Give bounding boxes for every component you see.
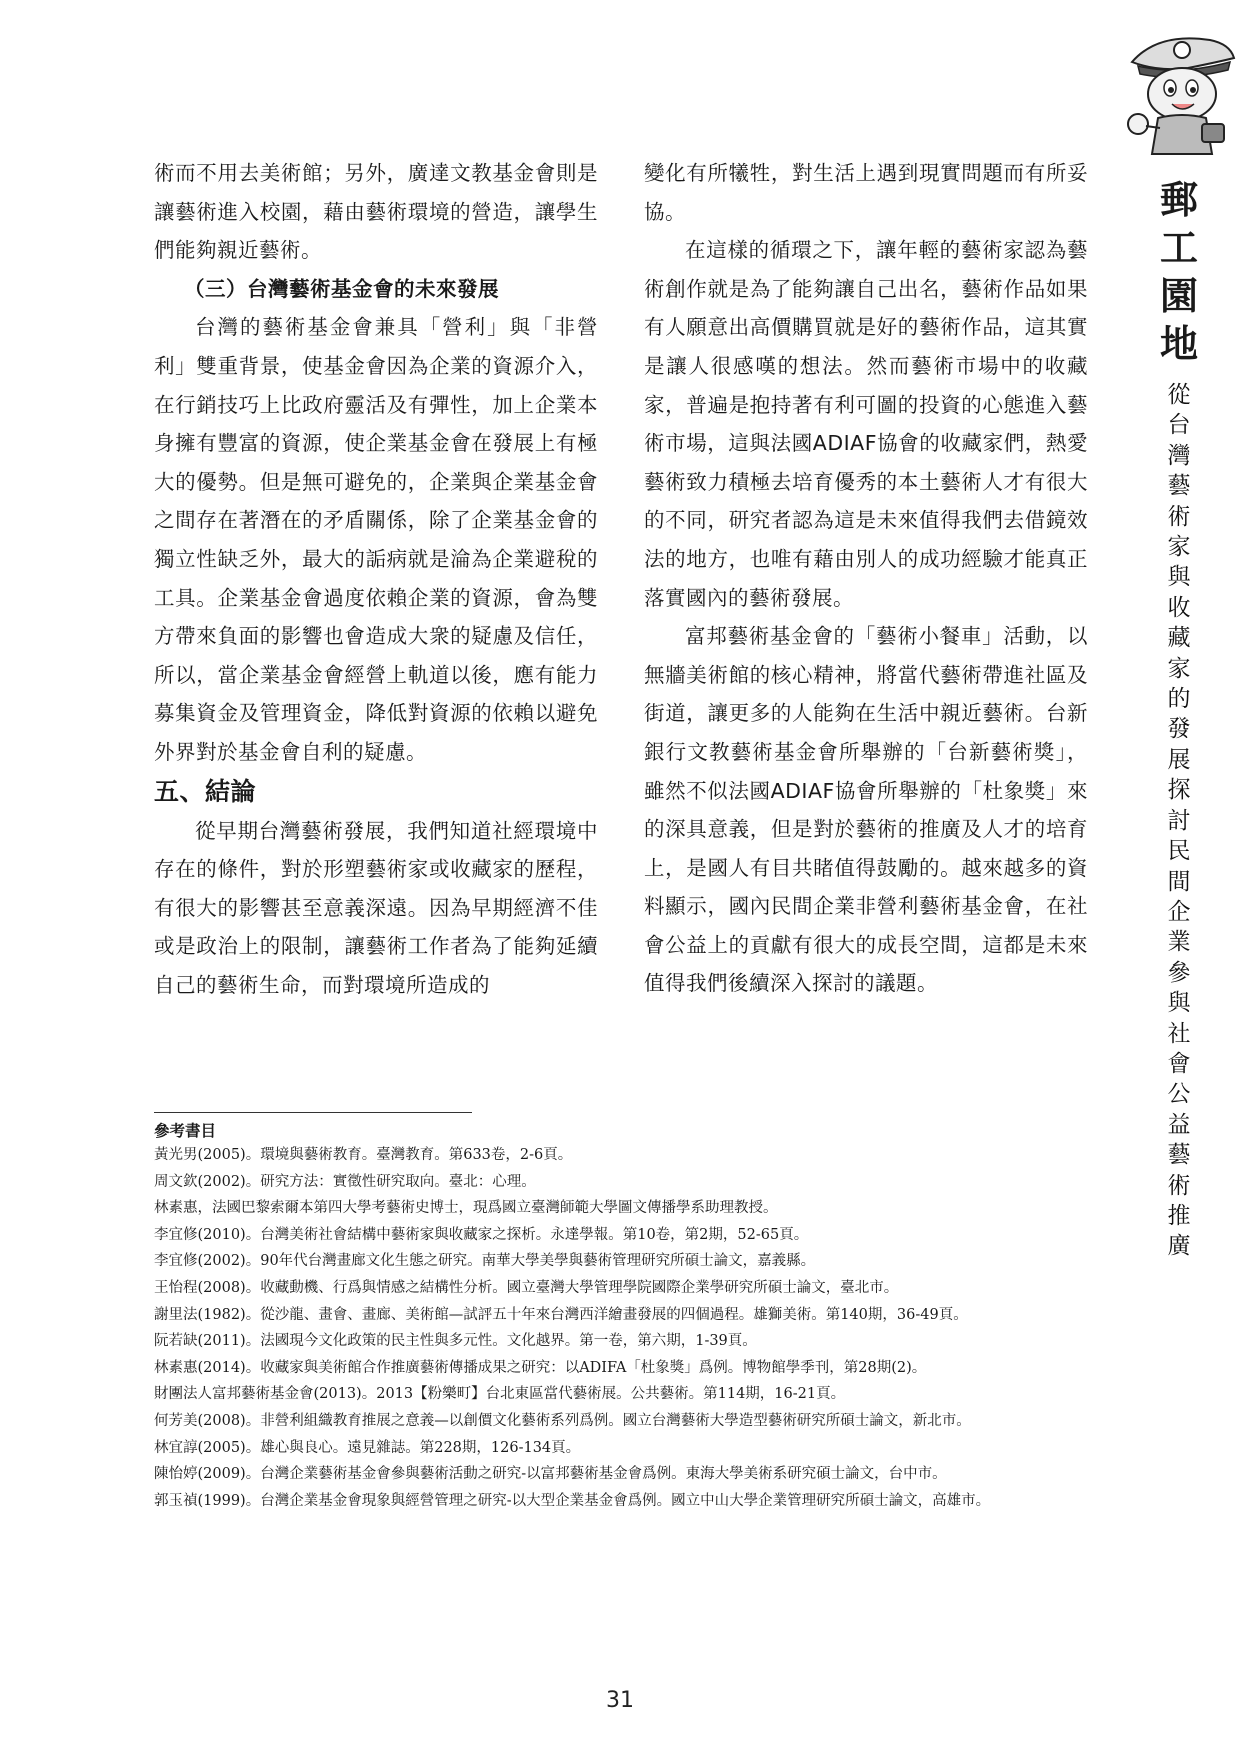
article-title-char: 藝 <box>1167 1142 1191 1169</box>
article-title-char: 家 <box>1167 655 1191 682</box>
article-title-char: 術 <box>1167 503 1191 530</box>
article-title-char: 益 <box>1167 1111 1191 1138</box>
reference-item: 林宜諄(2005)。雄心與良心。遠見雜誌。第228期，126-134頁。 <box>154 1439 581 1456</box>
reference-item: 黃光男(2005)。環境與藝術教育。臺灣教育。第633卷，2-6頁。 <box>154 1147 573 1163</box>
left-column <box>154 154 598 1004</box>
reference-item: 林素惠，法國巴黎索爾本第四大學考藝術史博士，現爲國立臺灣師範大學圖文傳播學系助理教授。 <box>154 1200 778 1217</box>
right-paragraph-1: 變化有所犧牲，對生活上遇到現實問題而有所妥協。 <box>644 161 1088 224</box>
right-paragraph-2: 在這樣的循環之下，讓年輕的藝術家認為藝術創作就是為了能夠讓自己出名，藝術作品如果有人願意出高價購買就是好的藝術作品，這其實是讓人很感嘆的想法。然而藝術市場中的收藏家，普遍是抱持著有利可圖的投資的心態進入藝術市場，這與法國ADIAF協會的收藏家們，熱愛藝術致力積極去培育優秀的本土藝術人才有很大的不同，研究者認為這是未來值得我們去借鏡效法的地方，也唯有藉由別人的成功經驗才能真正落實國內的藝術發展。 <box>644 238 1088 610</box>
article-title-char: 的 <box>1167 686 1191 713</box>
postman-mascot-icon <box>1118 28 1240 158</box>
reference-item: 李宜修(2002)。90年代台灣畫廊文化生態之研究。南華大學美學與藝術管理研究所碩士論文，嘉義縣。 <box>154 1253 816 1270</box>
article-title-char: 與 <box>1167 564 1191 591</box>
reference-item: 郭玉禎(1999)。台灣企業基金會現象與經營管理之研究-以大型企業基金會爲例。國立中山大學企業管理研究所碩士論文，高雄市。 <box>154 1492 991 1509</box>
reference-item: 財團法人富邦藝術基金會(2013)。2013【粉樂町】台北東區當代藝術展。公共藝術。第114期，16-21頁。 <box>154 1386 846 1403</box>
sidebar <box>1118 0 1240 1260</box>
reference-item: 李宜修(2010)。台灣美術社會結構中藝術家與收藏家之探析。永達學報。第10卷，第2期，52-65頁。 <box>154 1226 809 1243</box>
article-title <box>1159 380 1199 1262</box>
column-title-char: 工 <box>1159 225 1198 270</box>
reference-item: 阮若缺(2011)。法國現今文化政策的民主性與多元性。文化越界。第一卷，第六期，1-39頁。 <box>154 1333 757 1350</box>
article-title-char: 企 <box>1167 898 1191 925</box>
left-paragraph-1: 術而不用去美術館；另外，廣達文教基金會則是讓藝術進入校園，藉由藝術環境的營造，讓學生們能夠親近藝術。 <box>154 161 598 263</box>
column-title <box>1154 176 1204 368</box>
column-title-char: 園 <box>1159 273 1198 318</box>
article-title-char: 從 <box>1167 382 1191 408</box>
article-title-char: 收 <box>1167 594 1191 621</box>
article-title-char: 業 <box>1167 929 1191 956</box>
column-title-char: 郵 <box>1159 177 1198 222</box>
article-title-char: 民 <box>1167 838 1191 865</box>
reference-item: 王怡程(2008)。收藏動機、行爲與情感之結構性分析。國立臺灣大學管理學院國際企業學研究所碩士論文，臺北市。 <box>154 1279 899 1296</box>
references-divider <box>154 1112 472 1113</box>
reference-item: 陳怡婷(2009)。台灣企業藝術基金會參與藝術活動之研究-以富邦藝術基金會爲例。東海大學美術系研究碩士論文，台中市。 <box>154 1466 947 1483</box>
article-title-char: 討 <box>1167 807 1191 834</box>
article-title-char: 推 <box>1167 1202 1191 1229</box>
right-column <box>644 154 1088 1003</box>
reference-item: 林素惠(2014)。收藏家與美術館合作推廣藝術傳播成果之研究：以ADIFA「杜象獎」爲例。博物館學季刊，第28期(2)。 <box>154 1359 927 1376</box>
article-title-char: 參 <box>1167 959 1191 986</box>
references-list <box>154 1144 1094 1513</box>
article-title-char: 台 <box>1167 412 1191 439</box>
article-title-char: 公 <box>1167 1081 1191 1108</box>
page-number: 31 <box>606 1688 634 1713</box>
article-title-char: 藝 <box>1167 473 1191 500</box>
article-title-char: 灣 <box>1167 442 1191 469</box>
article-title-char: 術 <box>1167 1172 1191 1199</box>
article-title-char: 家 <box>1167 534 1191 561</box>
article-title-char: 社 <box>1167 1020 1191 1047</box>
subsection-heading: （三）台灣藝術基金會的未來發展 <box>184 276 499 301</box>
article-title-char: 發 <box>1167 716 1191 743</box>
right-paragraph-3: 富邦藝術基金會的「藝術小餐車」活動，以無牆美術館的核心精神，將當代藝術帶進社區及街道，讓更多的人能夠在生活中親近藝術。台新銀行文教藝術基金會所舉辦的「台新藝術獎」，雖然不似法國ADIAF協會所舉辦的「杜象獎」來的深具意義，但是對於藝術的推廣及人才的培育上，是國人有目共睹值得鼓勵的。越來越多的資料顯示，國內民間企業非營利藝術基金會，在社會公益上的貢獻有很大的成長空間，這都是未來值得我們後續深入探討的議題。 <box>644 624 1088 996</box>
article-title-char: 探 <box>1167 777 1191 804</box>
section-title: 五、結論 <box>154 776 257 806</box>
column-title-char: 地 <box>1159 321 1198 366</box>
article-title-char: 藏 <box>1167 625 1191 652</box>
reference-item: 周文欽(2002)。研究方法：實徵性研究取向。臺北：心理。 <box>154 1173 536 1190</box>
references-heading: 參考書目 <box>154 1122 217 1140</box>
article-title-char: 與 <box>1167 990 1191 1017</box>
reference-item: 謝里法(1982)。從沙龍、畫會、畫廊、美術館—試評五十年來台灣西洋繪畫發展的四個過程。雄獅美術。第140期，36-49頁。 <box>154 1306 968 1323</box>
references <box>154 1118 1094 1516</box>
reference-item: 何芳美(2008)。非營利組織教育推展之意義—以創價文化藝術系列爲例。國立台灣藝術大學造型藝術研究所碩士論文，新北市。 <box>154 1412 971 1429</box>
left-paragraph-2: 台灣的藝術基金會兼具「營利」與「非營利」雙重背景，使基金會因為企業的資源介入，在行銷技巧上比政府靈活及有彈性，加上企業本身擁有豐富的資源，使企業基金會在發展上有極大的優勢。但是無可避免的，企業與企業基金會之間存在著潛在的矛盾關係，除了企業基金會的獨立性缺乏外，最大的詬病就是淪為企業避稅的工具。企業基金會過度依賴企業的資源，會為雙方帶來負面的影響也會造成大衆的疑慮及信任，所以，當企業基金會經營上軌道以後，應有能力募集資金及管理資金，降低對資源的依賴以避免外界對於基金會自利的疑慮。 <box>154 315 598 764</box>
article-title-char: 間 <box>1167 868 1191 895</box>
article-title-char: 展 <box>1167 746 1191 773</box>
left-paragraph-3: 從早期台灣藝術發展，我們知道社經環境中存在的條件，對於形塑藝術家或收藏家的歷程，有很大的影響甚至意義深遠。因為早期經濟不佳或是政治上的限制，讓藝術工作者為了能夠延續自己的藝術生命，而對環境所造成的 <box>154 818 598 997</box>
article-title-char: 會 <box>1167 1050 1191 1077</box>
article-title-char: 廣 <box>1167 1233 1191 1260</box>
